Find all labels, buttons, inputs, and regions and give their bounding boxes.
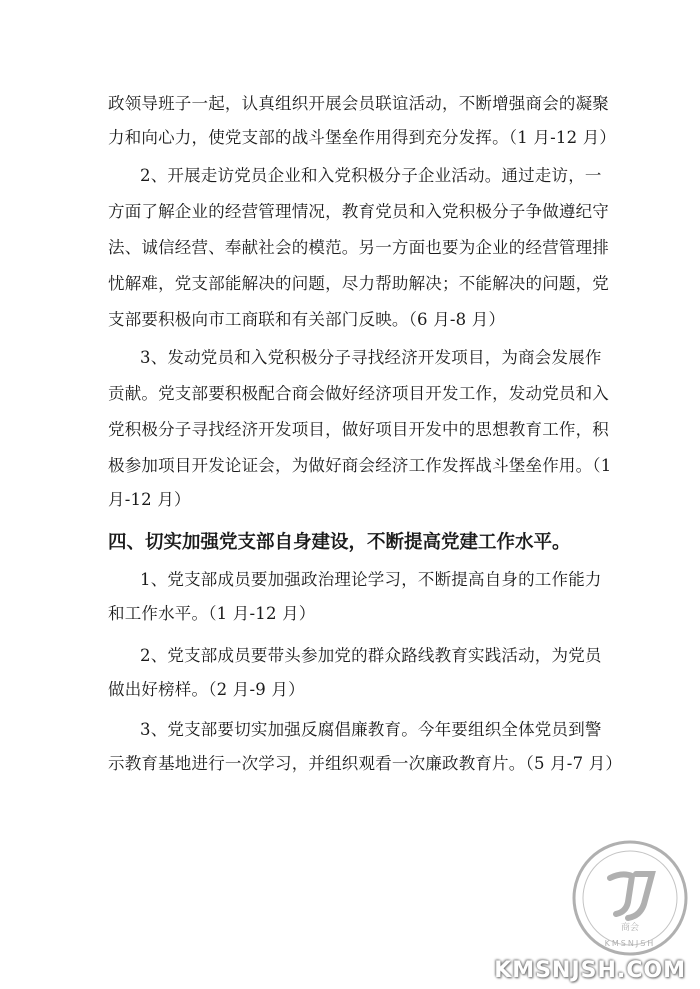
organization-seal [570,838,690,958]
paragraph-line: 忧解难，党支部能解决的问题，尽力帮助解决；不能解决的问题，党 [108,274,609,293]
paragraph-line: 法、诚信经营、奉献社会的模范。另一方面也要为企业的经营管理排 [108,238,609,257]
paragraph-line: 力和向心力，使党支部的战斗堡垒作用得到充分发挥。（1 月-12 月） [108,128,617,147]
paragraph-line: 和工作水平。（1 月-12 月） [108,604,316,623]
paragraph-line: 示教育基地进行一次学习，并组织观看一次廉政教育片。（5 月-7 月） [108,754,623,773]
paragraph-line: 3、发动党员和入党积极分子寻找经济开发项目，为商会发展作 [140,348,602,367]
paragraph-line: 1、党支部成员要加强政治理论学习，不断提高自身的工作能力 [140,570,602,589]
paragraph-line: 贡献。党支部要积极配合商会做好经济项目开发工作，发动党员和入 [108,384,609,403]
seal-bottom-text: KMSNJSH [604,939,656,948]
section-heading: 四、切实加强党支部自身建设，不断提高党建工作水平。 [108,532,571,553]
paragraph-line: 3、党支部要切实加强反腐倡廉教育。今年要组织全体党员到警 [140,720,602,739]
paragraph-line: 2、开展走访党员企业和入党积极分子企业活动。通过走访，一 [140,166,602,185]
paragraph-line: 极参加项目开发论证会，为做好商会经济工作发挥战斗堡垒作用。（1 [108,456,612,475]
paragraph-line: 政领导班子一起，认真组织开展会员联谊活动，不断增强商会的凝聚 [108,94,609,113]
paragraph-line: 支部要积极向市工商联和有关部门反映。（6 月-8 月） [108,310,506,329]
site-watermark: KMSNJSH.COM [494,958,686,983]
paragraph-line: 做出好榜样。（2 月-9 月） [108,680,305,699]
paragraph-line: 党积极分子寻找经济开发项目，做好项目开发中的思想教育工作，积 [108,420,609,439]
paragraph-line: 月-12 月） [108,490,191,509]
paragraph-line: 方面了解企业的经营管理情况，教育党员和入党积极分子争做遵纪守 [108,202,609,221]
seal-center-text: 商会 [620,923,640,933]
paragraph-line: 2、党支部成员要带头参加党的群众路线教育实践活动，为党员 [140,646,602,665]
